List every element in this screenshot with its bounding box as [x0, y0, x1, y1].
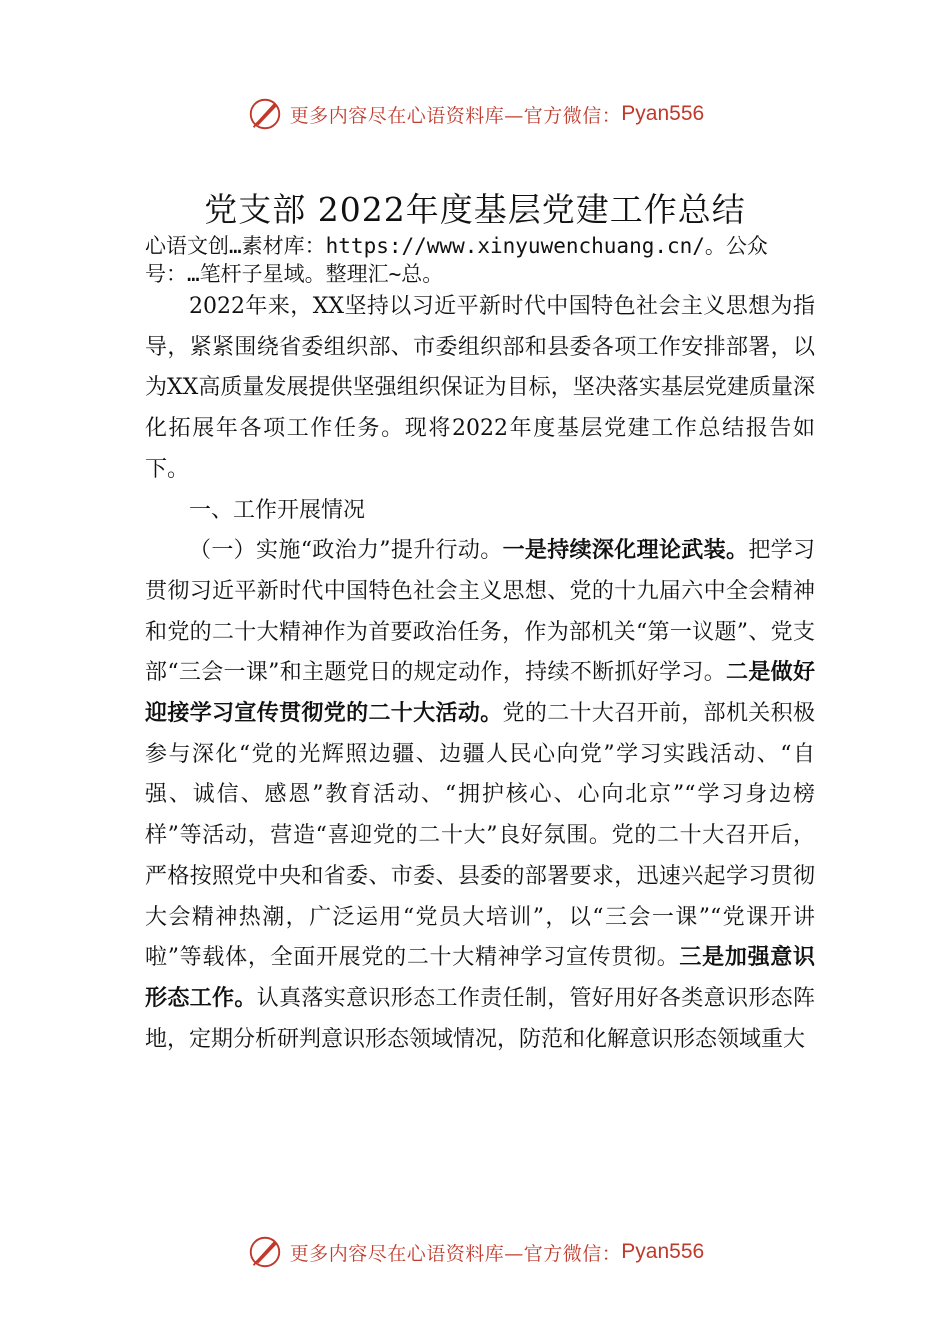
body-paragraph [145, 531, 815, 1060]
quill-seal-icon [246, 95, 284, 133]
point-2-text: 党的二十大召开前，部机关积极参与深化“党的光辉照边疆、边疆人民心向党”学习实践活动、“自强、诚信、感恩”教育活动、“拥护核心、心向北京”“学习身边榜样”等活动，营造“喜迎党的二十大”良好氛围。党的二十大召开后，严格按照党中央和省委、市委、县委的部署要求，迅速兴起学习贯彻大会精神热潮，广泛运用“党员大培训”，以“三会一课”“党课开讲啦”等载体，全面开展党的二十大精神学习宣传贯彻。 [145, 701, 815, 971]
source-line-2: 号：…笔杆子星域。整理汇~总。 [145, 262, 444, 286]
point-1-heading: 一是持续深化理论武装。 [502, 538, 749, 564]
banner-wechat-id: Pyan556 [621, 1240, 705, 1263]
point-2-heading: 二是做好迎接学习宣传贯彻党的二十大活动。 [145, 660, 815, 727]
subsection-lead: （一）实施“政治力”提升行动。 [189, 538, 503, 564]
point-3-text: 认真落实意识形态工作责任制，管好用好各类意识形态阵地，定期分析研判意识形态领域情况，防范和化解意识形态领域重大 [145, 985, 815, 1052]
footer-banner [0, 1230, 950, 1274]
point-1-text: 把学习贯彻习近平新时代中国特色社会主义思想、党的十九届六中全会精神和党的二十大精神作为首要政治任务，作为部机关“第一议题”、党支部“三会一课”和主题党日的规定动作，持续不断抓好学习。 [145, 538, 815, 686]
point-3-heading: 三是加强意识形态工作。 [145, 945, 815, 1011]
banner-wechat-id: Pyan556 [621, 102, 705, 125]
source-line-1: 心语文创…素材库：https://www.xinyuwenchuang.cn/。公众 [145, 234, 768, 258]
banner-text: 更多内容尽在心语资料库—官方微信： [289, 104, 622, 127]
page-title: 党支部 2022年度基层党建工作总结 [204, 190, 746, 229]
document-body [145, 287, 815, 1060]
intro-paragraph: 2022年来，XX坚持以习近平新时代中国特色社会主义思想为指导，紧紧围绕省委组织部、市委组织部和县委各项工作安排部署，以为XX高质量发展提供坚强组织保证为目标，坚决落实基层党建质量深化拓展年各项工作任务。现将2022年度基层党建工作总结报告如下。 [145, 294, 815, 482]
section-heading: 一、工作开展情况 [189, 497, 366, 523]
header-banner [0, 92, 950, 136]
banner-text: 更多内容尽在心语资料库—官方微信： [289, 1242, 622, 1265]
quill-seal-icon [246, 1233, 284, 1271]
